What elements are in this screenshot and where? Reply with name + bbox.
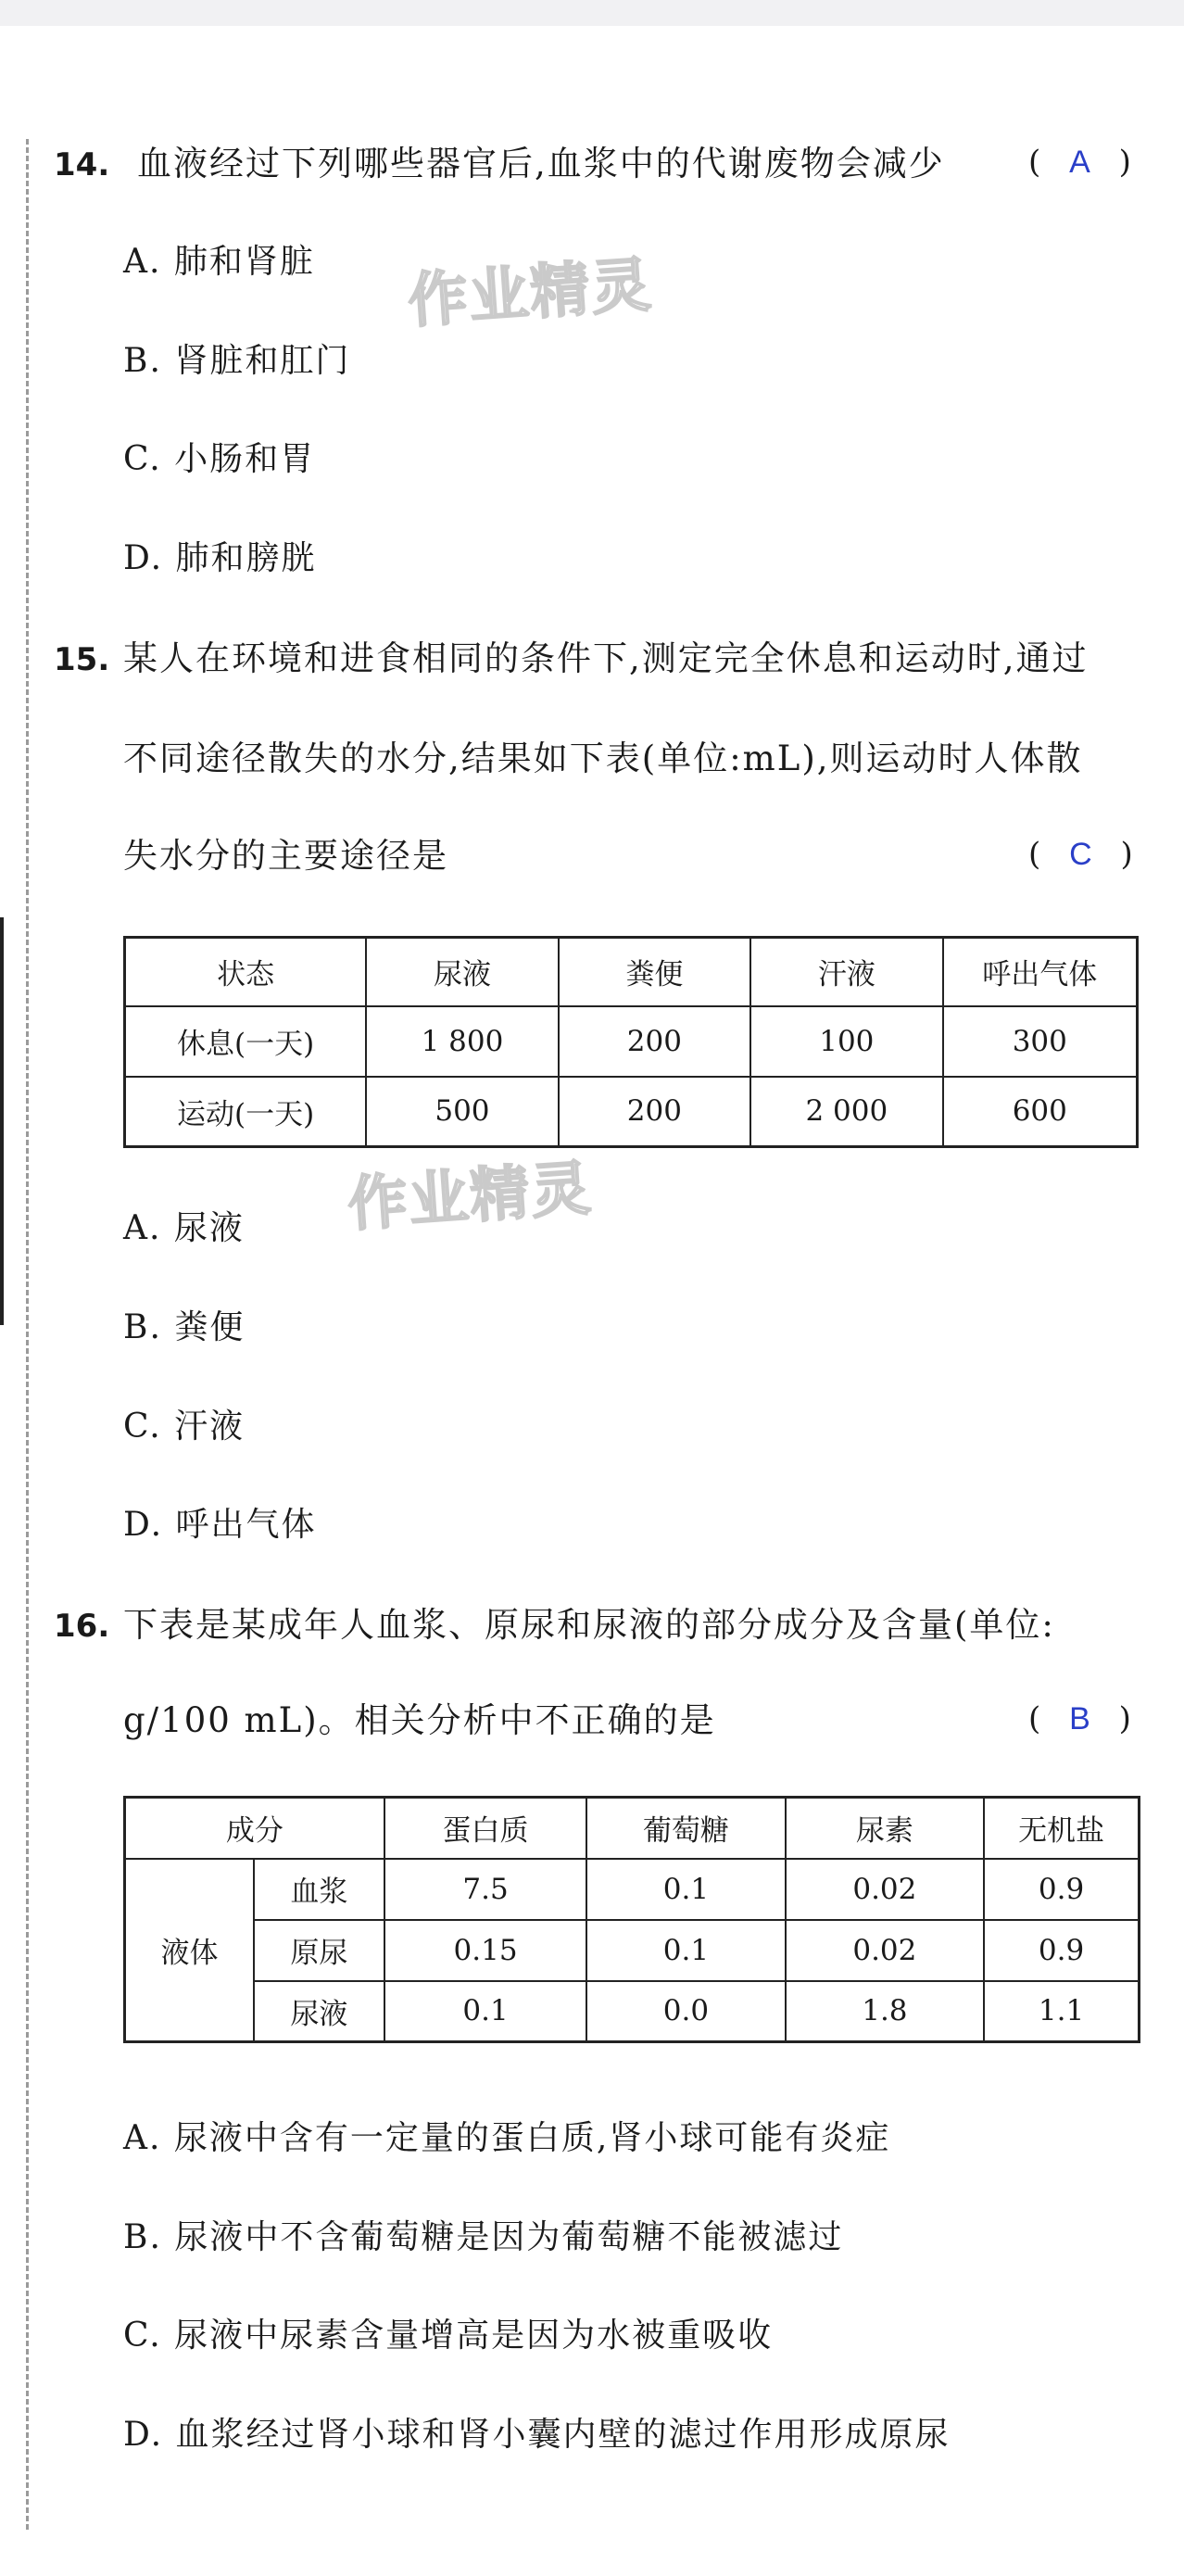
option-d: D. 肺和膀胱: [123, 539, 317, 577]
table-cell: 200: [559, 1077, 750, 1147]
group-label: 液体: [125, 1859, 254, 2042]
table-row: [125, 1981, 1140, 2042]
option-a: A. 尿液中含有一定量的蛋白质,肾小球可能有炎症: [123, 2119, 891, 2157]
header-cell: 粪便: [559, 938, 750, 1006]
header-cell: 汗液: [750, 938, 942, 1006]
option-c: C. 汗液: [123, 1408, 246, 1446]
table-row: [125, 1006, 1138, 1077]
header-cell: 呼出气体: [943, 938, 1138, 1006]
row-label: 休息(一天): [125, 1006, 367, 1077]
table-cell: 0.0: [586, 1981, 785, 2042]
table-cell: 1.1: [984, 1981, 1139, 2042]
table-cell: 0.02: [786, 1920, 985, 1981]
question-text-line-1: 下表是某成年人血浆、原尿和尿液的部分成分及含量(单位:: [123, 1605, 1055, 1645]
table-row: [125, 1077, 1138, 1147]
table-cell: 0.1: [384, 1981, 586, 2042]
table-cell: 0.1: [586, 1859, 785, 1920]
watermark-middle: 作业精灵: [346, 1154, 595, 1241]
table-cell: 0.02: [786, 1859, 985, 1920]
option-d: D. 呼出气体: [123, 1506, 317, 1544]
row-label: 尿液: [254, 1981, 384, 2042]
table-row: [125, 1859, 1140, 1920]
table-cell: 0.1: [586, 1920, 785, 1981]
question-text-line-3: 失水分的主要途径是: [123, 836, 448, 876]
row-label: 血浆: [254, 1859, 384, 1920]
question-text: 血液经过下列哪些器官后,血浆中的代谢废物会减少: [137, 144, 945, 183]
table-row: [125, 1920, 1140, 1981]
composition-table: [123, 1796, 1140, 2043]
header-cell: 成分: [125, 1798, 384, 1859]
table-cell: 1.8: [786, 1981, 985, 2042]
option-c: C. 尿液中尿素含量增高是因为水被重吸收: [123, 2317, 774, 2355]
option-b: B. 粪便: [123, 1308, 246, 1346]
question-text-line-2: 不同途径散失的水分,结果如下表(单位:mL),则运动时人体散: [123, 739, 1083, 778]
table-cell: 600: [943, 1077, 1138, 1147]
header-cell: 无机盐: [984, 1798, 1139, 1859]
table-cell: 0.15: [384, 1920, 586, 1981]
question-number: 14.: [54, 146, 110, 183]
row-label: 运动(一天): [125, 1077, 367, 1147]
question-number: 15.: [54, 641, 110, 678]
question-number: 16.: [54, 1608, 110, 1645]
water-loss-table: [123, 936, 1139, 1148]
option-b: B. 肾脏和肛门: [123, 342, 351, 380]
table-cell: 7.5: [384, 1859, 586, 1920]
table-header-row: [125, 938, 1138, 1006]
row-label: 原尿: [254, 1920, 384, 1981]
header-cell: 蛋白质: [384, 1798, 586, 1859]
answer-letter: C: [1069, 837, 1092, 872]
answer-bracket: ( B ): [1028, 1700, 1131, 1737]
question-text-line-2: g/100 mL)。相关分析中不正确的是: [123, 1700, 716, 1740]
answer-bracket: ( A ): [1028, 144, 1131, 181]
answer-bracket: ( C ): [1028, 836, 1133, 873]
watermark-top: 作业精灵: [406, 250, 655, 337]
table-cell: 2 000: [750, 1077, 942, 1147]
table-header-row: [125, 1798, 1140, 1859]
table-cell: 100: [750, 1006, 942, 1077]
header-cell: 尿素: [786, 1798, 985, 1859]
option-d: D. 血浆经过肾小球和肾小囊内壁的滤过作用形成原尿: [123, 2416, 951, 2454]
header-cell: 尿液: [366, 938, 558, 1006]
table-cell: 300: [943, 1006, 1138, 1077]
question-text-line-1: 某人在环境和进食相同的条件下,测定完全休息和运动时,通过: [123, 638, 1089, 678]
table-cell: 0.9: [984, 1920, 1139, 1981]
option-a: A. 肺和肾脏: [123, 243, 315, 281]
option-b: B. 尿液中不含葡萄糖是因为葡萄糖不能被滤过: [123, 2218, 844, 2256]
table-cell: 500: [366, 1077, 558, 1147]
answer-letter: A: [1069, 145, 1090, 180]
option-c: C. 小肠和胃: [123, 440, 316, 478]
header-cell: 葡萄糖: [586, 1798, 785, 1859]
header-cell: 状态: [125, 938, 367, 1006]
table-cell: 0.9: [984, 1859, 1139, 1920]
table-cell: 1 800: [366, 1006, 558, 1077]
answer-letter: B: [1069, 1701, 1090, 1736]
option-a: A. 尿液: [123, 1209, 245, 1247]
table-cell: 200: [559, 1006, 750, 1077]
